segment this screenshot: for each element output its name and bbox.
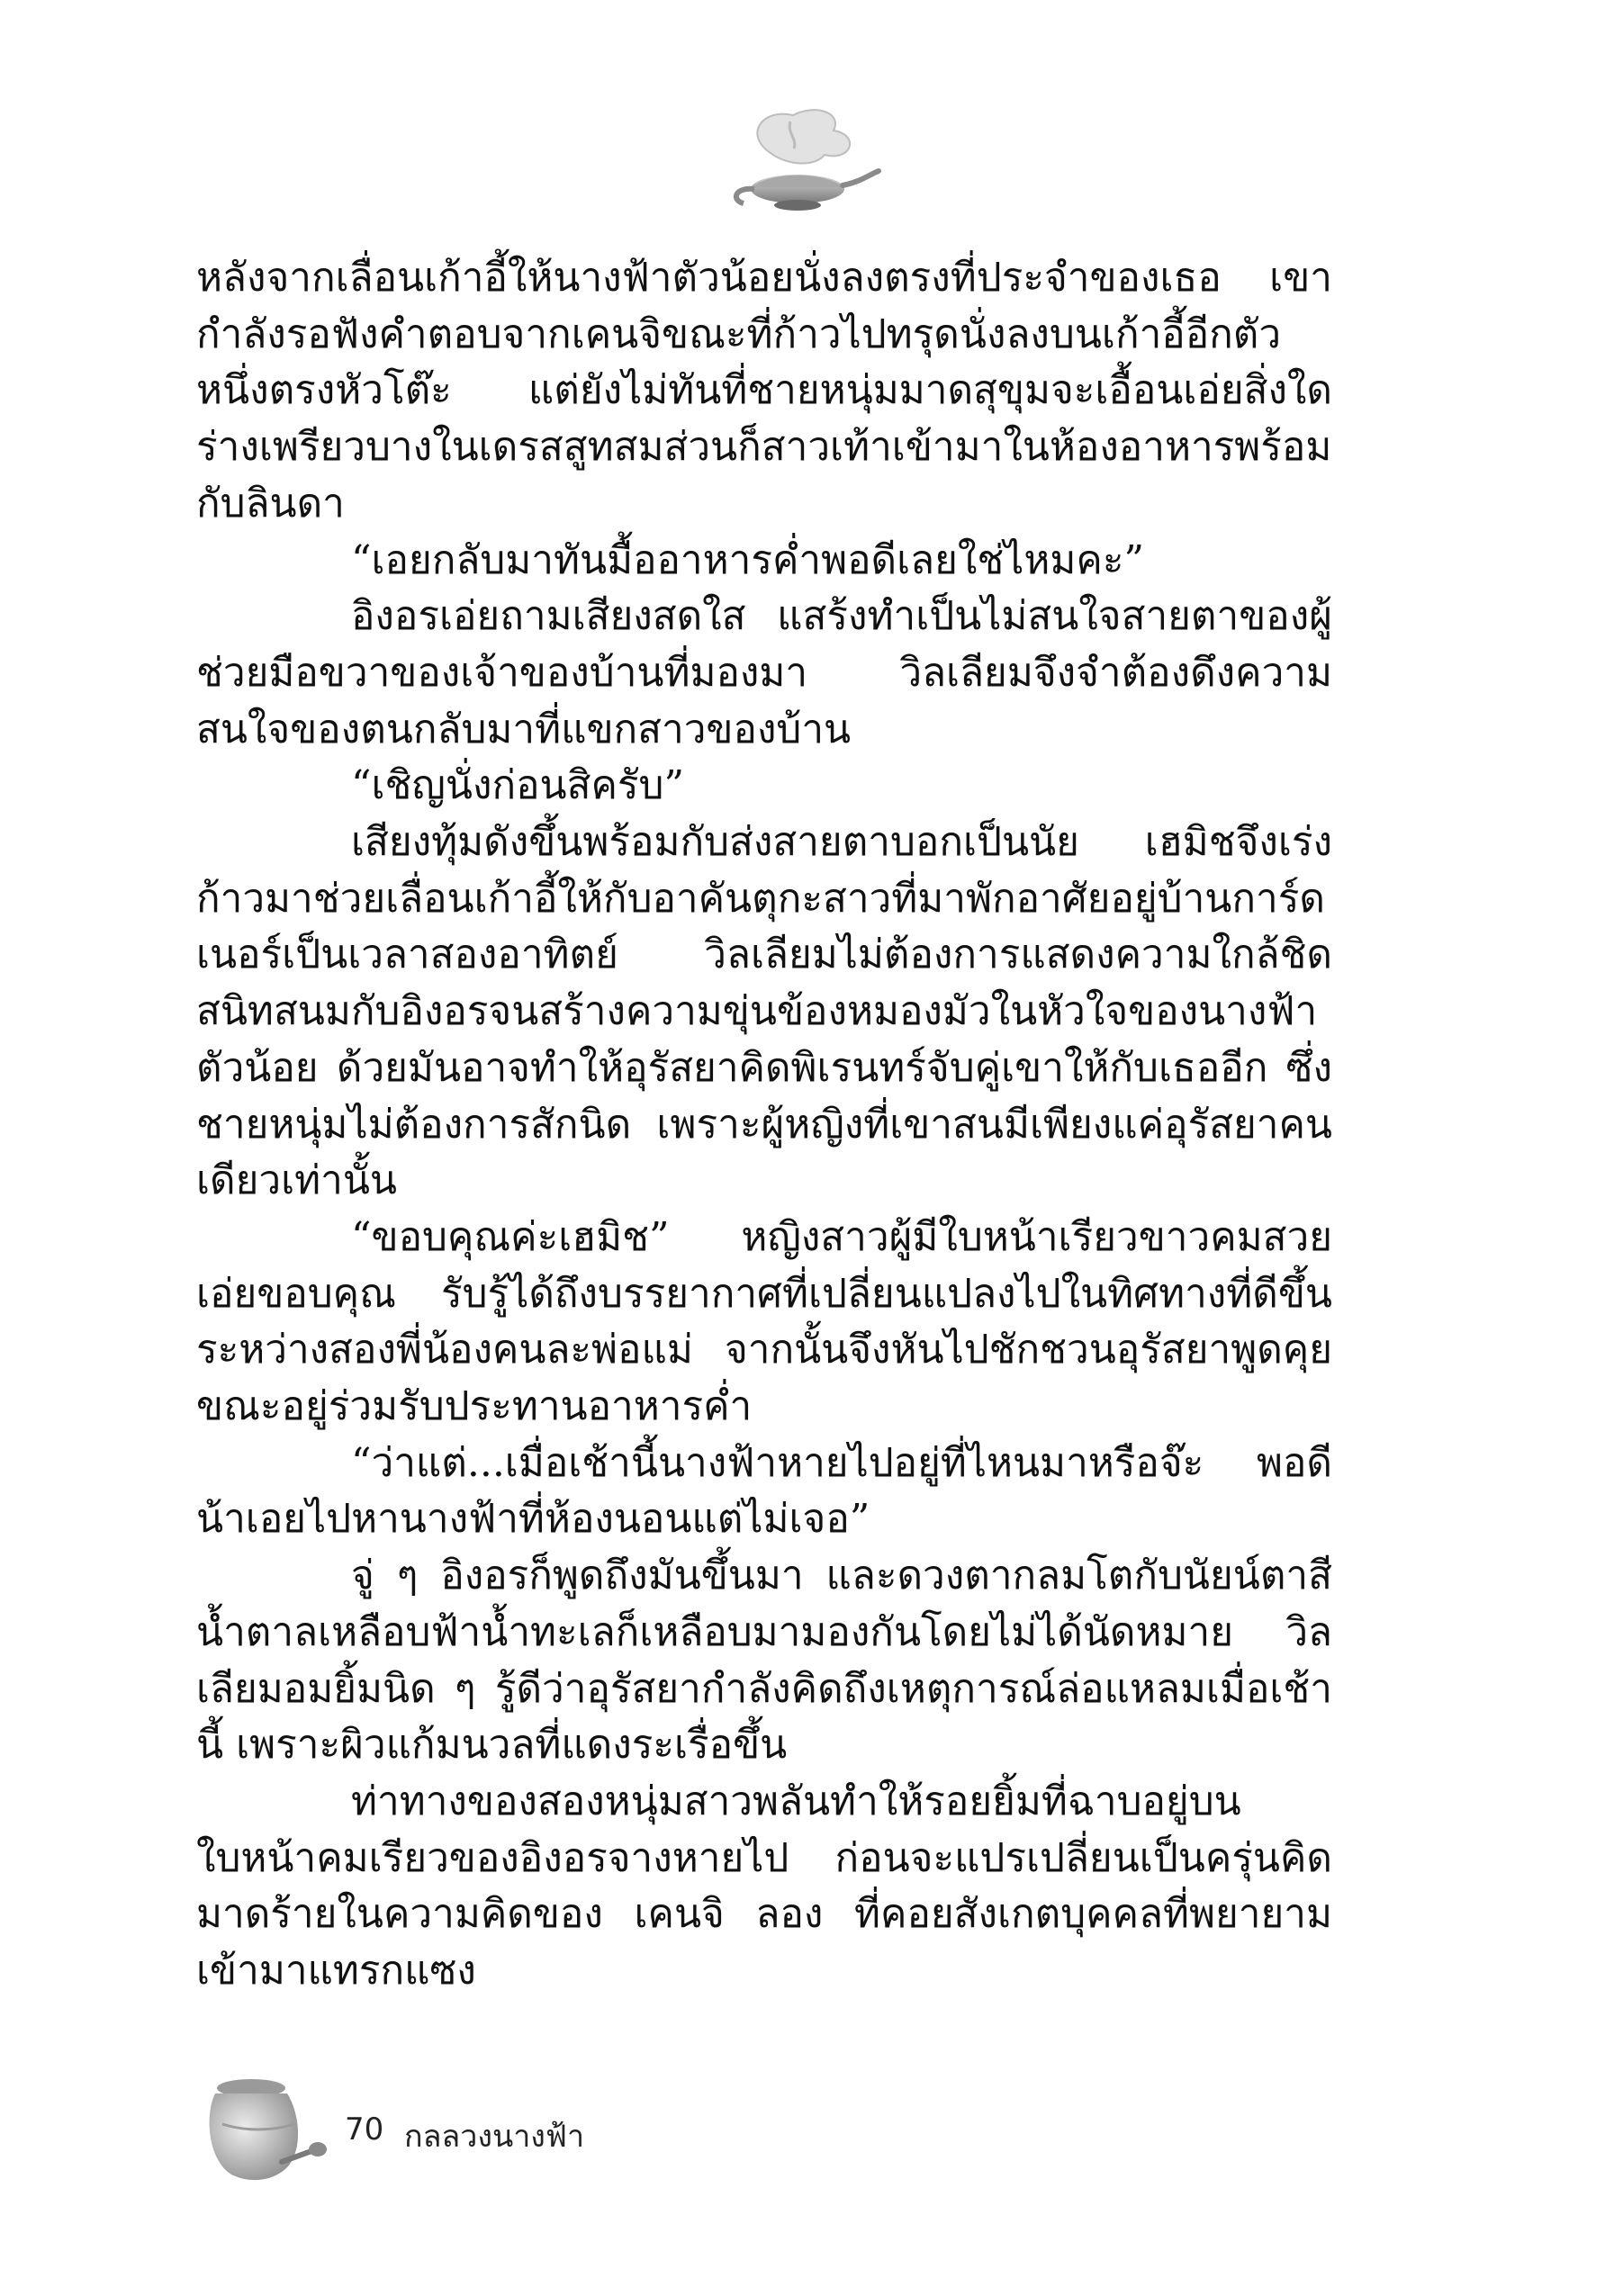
page-number: 70 — [345, 2111, 384, 2147]
paragraph: “เอยกลับมาทันมื้ออาหารค่ำพอดีเลยใช่ไหมคะ” — [351, 536, 1144, 583]
paragraph: “ว่าแต่...เมื่อเช้านี้นางฟ้าหายไปอยู่ที่ไหนมาหรือจ๊ะ พอดีน้าเอยไปหานางฟ้าที่ห้องนอนแต่ไม่เจอ” — [196, 1439, 1332, 1543]
honey-pot-icon — [195, 2061, 330, 2196]
page-footer — [185, 2061, 815, 2196]
paragraph: เสียงทุ้มดังขึ้นพร้อมกับส่งสายตาบอกเป็นนัย เฮมิชจึงเร่งก้าวมาช่วยเลื่อนเก้าอี้ให้กับอาคันตุกะสาวที่มาพักอาศัยอยู่บ้านการ์ดเนอร์เป็นเวลาสองอาทิตย์ วิลเลียมไม่ต้องการแสดงความใกล้ชิดสนิทสนมกับอิงอรจนสร้างความขุ่นข้องหมองมัวในหัวใจของนางฟ้าตัวน้อย ด้วยมันอาจทำให้อุรัสยาคิดพิเรนทร์จับคู่เขาให้กับเธออีก ซึ่งชายหนุ่มไม่ต้องการสักนิด เพราะผู้หญิงที่เขาสนมีเพียงแค่อุรัสยาคนเดียวเท่านั้น — [196, 819, 1332, 1204]
magic-lamp-icon — [708, 99, 888, 225]
paragraph: อิงอรเอ่ยถามเสียงสดใส แสร้งทำเป็นไม่สนใจสายตาของผู้ช่วยมือขวาของเจ้าของบ้านที่มองมา วิลเลียมจึงจำต้องดึงความสนใจของตนกลับมาที่แขกสาวของบ้าน — [196, 593, 1332, 752]
paragraph: จู่ ๆ อิงอรก็พูดถึงมันขึ้นมา และดวงตากลมโตกับนัยน์ตาสีน้ำตาลเหลือบฟ้าน้ำทะเลก็เหลือบมามองกันโดยไม่ได้นัดหมาย วิลเลียมอมยิ้มนิด ๆ รู้ดีว่าอุรัสยากำลังคิดถึงเหตุการณ์ล่อแหลมเมื่อเช้านี้ เพราะผิวแก้มนวลที่แดงระเรื่อขึ้น — [196, 1553, 1332, 1769]
paragraph: ท่าทางของสองหนุ่มสาวพลันทำให้รอยยิ้มที่ฉาบอยู่บนใบหน้าคมเรียวของอิงอรจางหายไป ก่อนจะแปรเปลี่ยนเป็นครุ่นคิดมาดร้ายในความคิดของ เคนจิ ลอง ที่คอยสังเกตบุคคลที่พยายามเข้ามาแทรกแซง — [196, 1778, 1332, 1994]
book-title: กลลวงนางฟ้า — [404, 2119, 585, 2155]
paragraph: หลังจากเลื่อนเก้าอี้ให้นางฟ้าตัวน้อยนั่งลงตรงที่ประจำของเธอ เขากำลังรอฟังคำตอบจากเคนจิขณะที่ก้าวไปทรุดนั่งลงบนเก้าอี้อีกตัวหนึ่งตรงหัวโต๊ะ แต่ยังไม่ทันที่ชายหนุ่มมาดสุขุมจะเอื้อนเอ่ยสิ่งใด ร่างเพรียวบางในเดรสสูทสมส่วนก็สาวเท้าเข้ามาในห้องอาหารพร้อมกับลินดา — [196, 255, 1332, 527]
paragraph: “ขอบคุณค่ะเฮมิช” หญิงสาวผู้มีใบหน้าเรียวขาวคมสวยเอ่ยขอบคุณ รับรู้ได้ถึงบรรยากาศที่เปลี่ยนแปลงไปในทิศทางที่ดีขึ้นระหว่างสองพี่น้องคนละพ่อแม่ จากนั้นจึงหันไปชักชวนอุรัสยาพูดคุยขณะอยู่ร่วมรับประทานอาหารค่ำ — [196, 1213, 1332, 1430]
paragraph: “เชิญนั่งก่อนสิครับ” — [351, 762, 684, 809]
body-text — [196, 250, 1332, 2000]
